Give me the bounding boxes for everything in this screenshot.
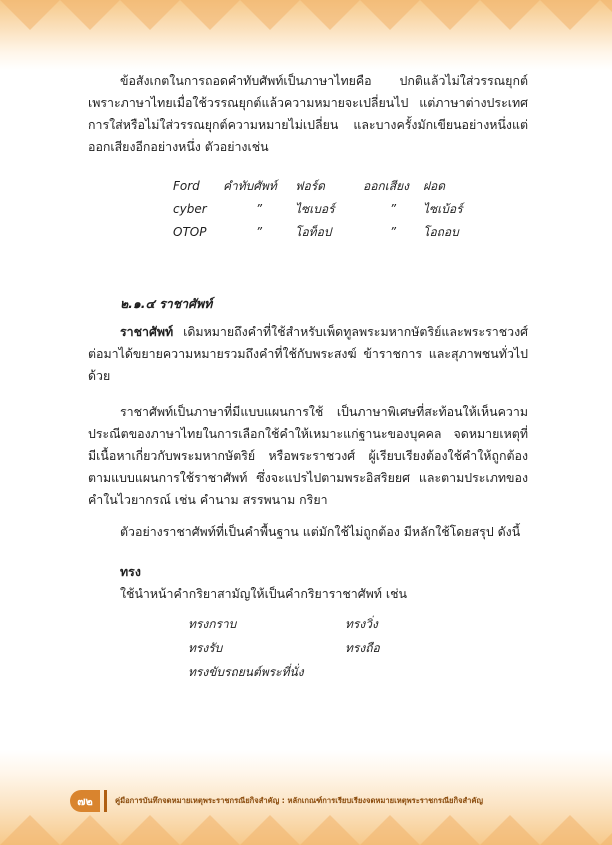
table-row [173,197,483,220]
definition-text: เดิมหมายถึงคำที่ใช้สำหรับเพ็ดทูลพระมหากษัตริย์และพระราชวงศ์ ต่อมาได้ขยายความหมายรวมถึงคำที่ใช้กับพระสงฆ์ ข้าราชการ และสุภาพชนทั่วไปด้วย [88,324,528,383]
song-word: ทรงรับ [188,641,223,655]
footer-divider [104,790,107,812]
header-decoration [0,0,612,70]
example-word: Ford [173,178,200,193]
song-word-list [186,611,382,685]
rules-paragraph: ราชาศัพท์เป็นภาษาที่มีแบบแผนการใช้ เป็นภาษาพิเศษที่สะท้อนให้เห็นความประณีตของภาษาไทยในการเลือกใช้คำให้เหมาะแก่ฐานะของบุคคล จดหมายเหตุที่มีเนื้อหาเกี่ยวกับพระมหากษัตริย์ หรือพระราชวงศ์ ผู้เรียบเรียงต้องใช้คำให้ถูกต้องตามแบบแผนการใช้ราชาศัพท์ ซึ่งจะแปรไปตามพระอิสริยยศ และตามประเภทของคำในไวยากรณ์ เช่น คำนาม สรรพนาม กริยา [88,404,528,507]
examples-intro: ตัวอย่างราชาศัพท์ที่เป็นคำพื้นฐาน แต่มักใช้ไม่ถูกต้อง มีหลักใช้โดยสรุป ดังนี้ [120,524,521,539]
list-item [188,637,380,659]
song-word: ทรงกราบ [188,617,237,631]
example-table [173,174,483,243]
song-word: ทรงขับรถยนต์พระที่นั่ง [188,665,304,679]
page-footer [70,790,483,812]
example-kind: ” [255,201,263,216]
song-description: ใช้นำหน้าคำกริยาสามัญให้เป็นคำกริยาราชาศัพท์ เช่น [120,586,407,601]
intro-paragraph: ข้อสังเกตในการถอดคำทับศัพท์เป็นภาษาไทยคือ ปกติแล้วไม่ใส่วรรณยุกต์ เพราะภาษาไทยเมื่อใช้วรรณยุกต์แล้วความหมายจะเปลี่ยนไป แต่ภาษาต่างประเทศการใส่หรือไม่ใส่วรรณยุกต์ความหมายไม่เปลี่ยน และบางครั้งมักเขียนอย่างหนึ่งแต่ออกเสียงอีกอย่างหนึ่ง ตัวอย่างเช่น [88,73,528,154]
header-pattern [0,0,612,40]
footer-title: คู่มือการบันทึกจดหมายเหตุพระราชกรณียกิจสำคัญ : หลักเกณฑ์การเรียบเรียงจดหมายเหตุพระราชกรณียกิจสำคัญ [115,796,483,805]
example-kind: คำทับศัพท์ [223,178,277,193]
table-row [173,174,483,197]
definition-paragraph [88,321,528,387]
table-row [173,220,483,243]
list-item [188,661,380,683]
example-spoken: ฝอด [423,178,446,193]
section-heading: ๒.๑.๔ ราชาศัพท์ [120,296,213,311]
example-word: OTOP [173,224,207,239]
example-spoken: ไซเบ้อร์ [423,201,463,216]
song-heading: ทรง [120,564,141,579]
example-kind2: ” [389,201,397,216]
example-written: ไซเบอร์ [295,201,335,216]
example-kind: ” [255,224,263,239]
song-word: ทรงวิ่ง [345,617,378,631]
example-word: cyber [173,201,207,216]
list-item [188,613,380,635]
song-word: ทรงถือ [345,641,380,655]
example-kind2: ” [389,224,397,239]
page-number: ๗๒ [70,790,100,812]
example-written: ฟอร์ด [295,178,325,193]
example-written: โอท็อป [295,224,332,239]
example-spoken: โอถอบ [423,224,459,239]
example-kind2: ออกเสียง [363,178,409,193]
page-content [88,70,528,685]
defined-term: ราชาศัพท์ [120,324,174,339]
